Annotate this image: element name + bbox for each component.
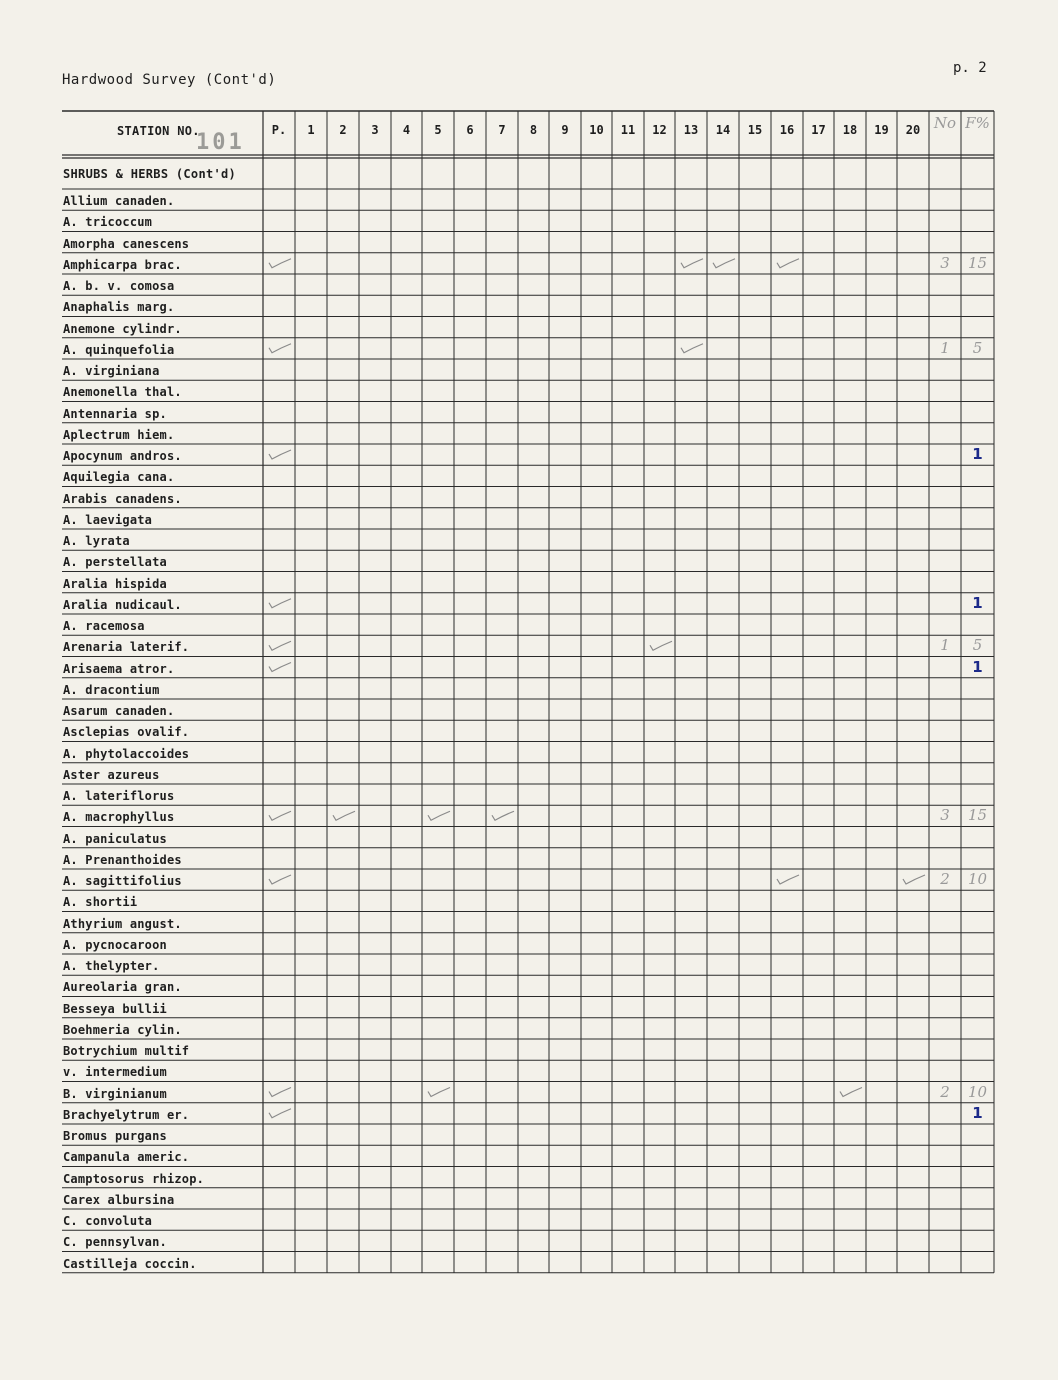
column-header: No bbox=[933, 114, 957, 132]
check-mark bbox=[333, 811, 355, 820]
column-header: 13 bbox=[683, 123, 699, 137]
species-name: A. lyrata bbox=[63, 534, 130, 548]
column-header: 10 bbox=[589, 123, 604, 137]
column-header: 19 bbox=[874, 123, 889, 137]
species-name: A. perstellata bbox=[63, 555, 167, 570]
species-name: B. virginianum bbox=[63, 1086, 167, 1101]
check-mark bbox=[269, 344, 291, 353]
check-mark bbox=[681, 344, 703, 353]
check-mark bbox=[777, 259, 799, 268]
column-header: 1 bbox=[307, 123, 315, 137]
species-name: C. convoluta bbox=[63, 1214, 153, 1228]
tally-count: 2 bbox=[940, 870, 950, 888]
column-header: 12 bbox=[652, 123, 667, 137]
species-name: A. phytolaccoides bbox=[63, 746, 190, 761]
check-mark bbox=[269, 811, 291, 820]
species-name: A. b. v. comosa bbox=[63, 279, 175, 293]
species-name: A. tricoccum bbox=[63, 215, 153, 230]
tally-count: 1 bbox=[940, 636, 950, 655]
species-name: A. dracontium bbox=[63, 682, 160, 697]
species-name: Besseya bullii bbox=[63, 1001, 167, 1016]
column-header: 11 bbox=[620, 123, 636, 137]
column-header: 20 bbox=[905, 123, 921, 137]
species-name: Asarum canaden. bbox=[63, 704, 175, 718]
species-name: A. Prenanthoides bbox=[63, 852, 182, 867]
tally-frequency: 1 bbox=[972, 1103, 983, 1122]
species-name: C. pennsylvan. bbox=[63, 1235, 167, 1250]
column-header: 4 bbox=[402, 123, 411, 137]
species-name: A. lateriflorus bbox=[63, 789, 175, 803]
check-mark bbox=[903, 875, 925, 884]
species-name: A. laevigata bbox=[63, 512, 153, 527]
section-label: SHRUBS & HERBS (Cont'd) bbox=[63, 167, 237, 181]
check-mark bbox=[269, 259, 291, 268]
column-header: 16 bbox=[779, 123, 795, 137]
column-header: 6 bbox=[466, 123, 474, 137]
check-mark bbox=[269, 1088, 291, 1097]
tally-frequency: 15 bbox=[967, 253, 988, 272]
species-name: Aralia nudicaul. bbox=[63, 597, 182, 612]
species-name: Allium canaden. bbox=[63, 194, 175, 208]
species-name: Aster azureus bbox=[63, 767, 160, 782]
species-name: A. virginiana bbox=[63, 364, 160, 378]
tally-frequency: 10 bbox=[967, 870, 988, 888]
column-header: 5 bbox=[434, 123, 442, 137]
check-mark bbox=[428, 1088, 450, 1097]
check-mark bbox=[269, 875, 291, 884]
check-mark bbox=[681, 259, 703, 268]
check-mark bbox=[840, 1088, 862, 1097]
species-name: A. racemosa bbox=[63, 619, 145, 633]
check-mark bbox=[269, 641, 291, 650]
check-mark bbox=[650, 641, 672, 650]
column-header: 18 bbox=[842, 123, 858, 137]
column-header: 2 bbox=[339, 123, 347, 137]
species-name: Arenaria laterif. bbox=[63, 640, 190, 655]
species-name: v. intermedium bbox=[63, 1065, 167, 1080]
species-name: A. pycnocaroon bbox=[63, 937, 167, 952]
column-header: 7 bbox=[498, 123, 506, 137]
species-name: Apocynum andros. bbox=[63, 449, 182, 463]
species-name: Aralia hispida bbox=[63, 576, 167, 591]
species-name: A. quinquefolia bbox=[63, 342, 175, 357]
species-name: A. thelypter. bbox=[63, 959, 160, 973]
species-name: Arisaema atror. bbox=[63, 661, 175, 676]
station-stamp: 101 bbox=[196, 130, 245, 155]
column-header: 14 bbox=[715, 123, 731, 137]
column-header: 3 bbox=[371, 123, 379, 137]
species-name: Botrychium multif bbox=[63, 1044, 190, 1058]
species-name: Aureolaria gran. bbox=[63, 980, 182, 995]
species-name: Anemonella thal. bbox=[63, 385, 182, 400]
species-name: A. paniculatus bbox=[63, 831, 167, 846]
tally-frequency: 5 bbox=[972, 338, 983, 357]
species-name: A. macrophyllus bbox=[63, 810, 175, 825]
species-name: Camptosorus rhizop. bbox=[63, 1171, 205, 1186]
column-header: 17 bbox=[811, 123, 826, 137]
column-header: P. bbox=[271, 123, 287, 137]
tally-frequency: 1 bbox=[972, 445, 983, 463]
check-mark bbox=[269, 1109, 291, 1118]
species-name: Asclepias ovalif. bbox=[63, 725, 190, 740]
column-header: 8 bbox=[529, 123, 538, 137]
column-header: 15 bbox=[747, 123, 763, 137]
column-header: F% bbox=[965, 114, 990, 132]
tally-frequency: 1 bbox=[972, 657, 983, 676]
species-name: Carex albursina bbox=[63, 1192, 175, 1207]
species-name: Athyrium angust. bbox=[63, 916, 182, 931]
station-number-label: STATION NO. bbox=[117, 124, 200, 138]
species-name: Boehmeria cylin. bbox=[63, 1022, 182, 1037]
check-mark bbox=[428, 811, 450, 820]
tally-frequency: 1 bbox=[972, 593, 983, 612]
species-name: Anemone cylindr. bbox=[63, 321, 182, 336]
species-name: Anaphalis marg. bbox=[63, 300, 175, 315]
check-mark bbox=[269, 450, 291, 459]
species-name: Antennaria sp. bbox=[63, 406, 167, 421]
check-mark bbox=[269, 663, 291, 672]
check-mark bbox=[269, 599, 291, 608]
column-header: 9 bbox=[561, 123, 569, 137]
species-name: Aplectrum hiem. bbox=[63, 427, 175, 442]
tally-count: 2 bbox=[940, 1082, 950, 1101]
species-name: Amphicarpa brac. bbox=[63, 257, 182, 272]
check-mark bbox=[777, 875, 799, 884]
page-number: p. 2 bbox=[953, 60, 987, 76]
check-mark bbox=[492, 811, 514, 820]
species-name: Bromus purgans bbox=[63, 1129, 167, 1143]
check-mark bbox=[713, 259, 735, 268]
species-name: A. sagittifolius bbox=[63, 874, 182, 888]
tally-frequency: 15 bbox=[967, 806, 988, 825]
tally-count: 3 bbox=[940, 806, 950, 825]
species-name: Campanula americ. bbox=[63, 1150, 190, 1165]
species-name: Amorpha canescens bbox=[63, 236, 190, 251]
tally-count: 1 bbox=[940, 338, 950, 357]
tally-count: 3 bbox=[940, 253, 950, 272]
species-name: Castilleja coccin. bbox=[63, 1256, 197, 1271]
tally-frequency: 10 bbox=[967, 1082, 988, 1101]
document-title: Hardwood Survey (Cont'd) bbox=[62, 72, 277, 88]
species-name: Aquilegia cana. bbox=[63, 470, 175, 485]
species-name: Arabis canadens. bbox=[63, 491, 182, 506]
species-name: A. shortii bbox=[63, 895, 138, 910]
tally-frequency: 5 bbox=[972, 636, 983, 655]
species-name: Brachyelytrum er. bbox=[63, 1107, 190, 1122]
